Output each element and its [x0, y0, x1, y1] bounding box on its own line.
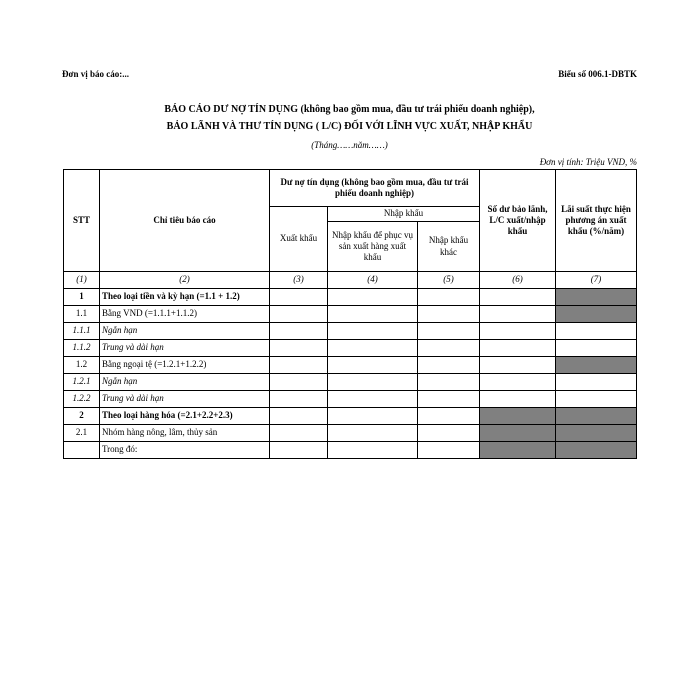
row-label: Nhóm hàng nông, lâm, thủy sản — [100, 425, 270, 442]
data-cell[interactable] — [480, 357, 556, 374]
data-cell[interactable] — [480, 340, 556, 357]
row-stt: 1.1.2 — [64, 340, 100, 357]
data-cell[interactable] — [270, 408, 328, 425]
data-cell[interactable] — [328, 340, 418, 357]
header-import-other: Nhập khẩu khác — [418, 222, 480, 272]
data-cell[interactable] — [328, 374, 418, 391]
table-row — [64, 340, 637, 357]
data-cell[interactable] — [328, 306, 418, 323]
row-label: Theo loại tiền và kỳ hạn (=1.1 + 1.2) — [100, 289, 270, 306]
col-number: (5) — [418, 272, 480, 289]
data-cell[interactable] — [480, 374, 556, 391]
data-cell[interactable] — [418, 425, 480, 442]
report-title-line-1: BÁO CÁO DƯ NỢ TÍN DỤNG (không bao gồm mua, đầu tư trái phiếu doanh nghiệp), — [164, 104, 535, 115]
data-cell[interactable] — [418, 374, 480, 391]
data-cell[interactable] — [556, 323, 637, 340]
data-cell[interactable] — [270, 289, 328, 306]
table-row — [64, 357, 637, 374]
data-cell[interactable] — [418, 340, 480, 357]
col-number: (6) — [480, 272, 556, 289]
shaded-cell — [556, 357, 637, 374]
unit-note: Đơn vị tính: Triệu VND, % — [539, 157, 637, 167]
table-row — [64, 289, 637, 306]
data-cell[interactable] — [556, 340, 637, 357]
data-cell[interactable] — [418, 289, 480, 306]
data-cell[interactable] — [480, 289, 556, 306]
row-label: Trung và dài hạn — [100, 391, 270, 408]
row-label: Theo loại hàng hóa (=2.1+2.2+2.3) — [100, 408, 270, 425]
shaded-cell — [480, 408, 556, 425]
row-stt: 2 — [64, 408, 100, 425]
row-stt: 2.1 — [64, 425, 100, 442]
table-row — [64, 408, 637, 425]
header-interest-rate: Lãi suất thực hiện phương án xuất khẩu (%/năm) — [556, 170, 637, 272]
row-stt: 1.1 — [64, 306, 100, 323]
data-cell[interactable] — [418, 442, 480, 459]
table-row — [64, 374, 637, 391]
data-cell[interactable] — [480, 323, 556, 340]
data-cell[interactable] — [270, 391, 328, 408]
reporting-unit-label: Đơn vị báo cáo:... — [62, 69, 129, 79]
table-row — [64, 442, 637, 459]
data-cell[interactable] — [328, 289, 418, 306]
header-indicator: Chỉ tiêu báo cáo — [100, 170, 270, 272]
col-number: (4) — [328, 272, 418, 289]
data-cell[interactable] — [270, 340, 328, 357]
data-cell[interactable] — [480, 391, 556, 408]
shaded-cell — [480, 442, 556, 459]
row-label: Trung và dài hạn — [100, 340, 270, 357]
data-cell[interactable] — [480, 306, 556, 323]
col-number: (7) — [556, 272, 637, 289]
row-label: Bằng VND (=1.1.1+1.1.2) — [100, 306, 270, 323]
row-stt — [64, 442, 100, 459]
row-stt: 1.2.1 — [64, 374, 100, 391]
header-credit-group: Dư nợ tín dụng (không bao gồm mua, đầu tư trái phiếu doanh nghiệp) — [270, 170, 480, 207]
shaded-cell — [556, 306, 637, 323]
report-title-line-2: BẢO LÃNH VÀ THƯ TÍN DỤNG ( L/C) ĐỐI VỚI LĨNH VỰC XUẤT, NHẬP KHẨU — [166, 121, 533, 132]
header-export: Xuất khẩu — [270, 207, 328, 272]
shaded-cell — [556, 408, 637, 425]
data-cell[interactable] — [270, 357, 328, 374]
col-number: (2) — [100, 272, 270, 289]
row-label: Ngắn hạn — [100, 374, 270, 391]
table-row — [64, 306, 637, 323]
data-cell[interactable] — [270, 425, 328, 442]
report-period: (Tháng……năm……) — [311, 140, 388, 150]
data-cell[interactable] — [270, 306, 328, 323]
col-number: (3) — [270, 272, 328, 289]
table-row — [64, 323, 637, 340]
data-cell[interactable] — [418, 391, 480, 408]
data-cell[interactable] — [556, 391, 637, 408]
data-cell[interactable] — [328, 391, 418, 408]
data-cell[interactable] — [270, 442, 328, 459]
data-cell[interactable] — [418, 408, 480, 425]
header-stt: STT — [64, 170, 100, 272]
shaded-cell — [480, 425, 556, 442]
data-cell[interactable] — [556, 374, 637, 391]
header-import-group: Nhập khẩu — [328, 207, 480, 222]
form-code-label: Biểu số 006.1-DBTK — [558, 69, 637, 79]
data-cell[interactable] — [328, 425, 418, 442]
row-stt: 1.2.2 — [64, 391, 100, 408]
data-cell[interactable] — [328, 357, 418, 374]
report-table — [63, 169, 637, 459]
data-cell[interactable] — [328, 442, 418, 459]
row-stt: 1.1.1 — [64, 323, 100, 340]
row-label: Trong đó: — [100, 442, 270, 459]
data-cell[interactable] — [328, 323, 418, 340]
table-row — [64, 391, 637, 408]
data-cell[interactable] — [328, 408, 418, 425]
data-cell[interactable] — [270, 374, 328, 391]
col-number: (1) — [64, 272, 100, 289]
header-import-production: Nhập khẩu để phục vụ sản xuất hàng xuất khẩu — [328, 222, 418, 272]
header-guarantee: Số dư bảo lãnh, L/C xuất/nhập khẩu — [480, 170, 556, 272]
row-stt: 1 — [64, 289, 100, 306]
data-cell[interactable] — [418, 306, 480, 323]
data-cell[interactable] — [418, 357, 480, 374]
row-label: Bằng ngoại tệ (=1.2.1+1.2.2) — [100, 357, 270, 374]
row-stt: 1.2 — [64, 357, 100, 374]
table-row — [64, 425, 637, 442]
shaded-cell — [556, 425, 637, 442]
shaded-cell — [556, 289, 637, 306]
row-label: Ngắn hạn — [100, 323, 270, 340]
data-cell[interactable] — [418, 323, 480, 340]
shaded-cell — [556, 442, 637, 459]
data-cell[interactable] — [270, 323, 328, 340]
